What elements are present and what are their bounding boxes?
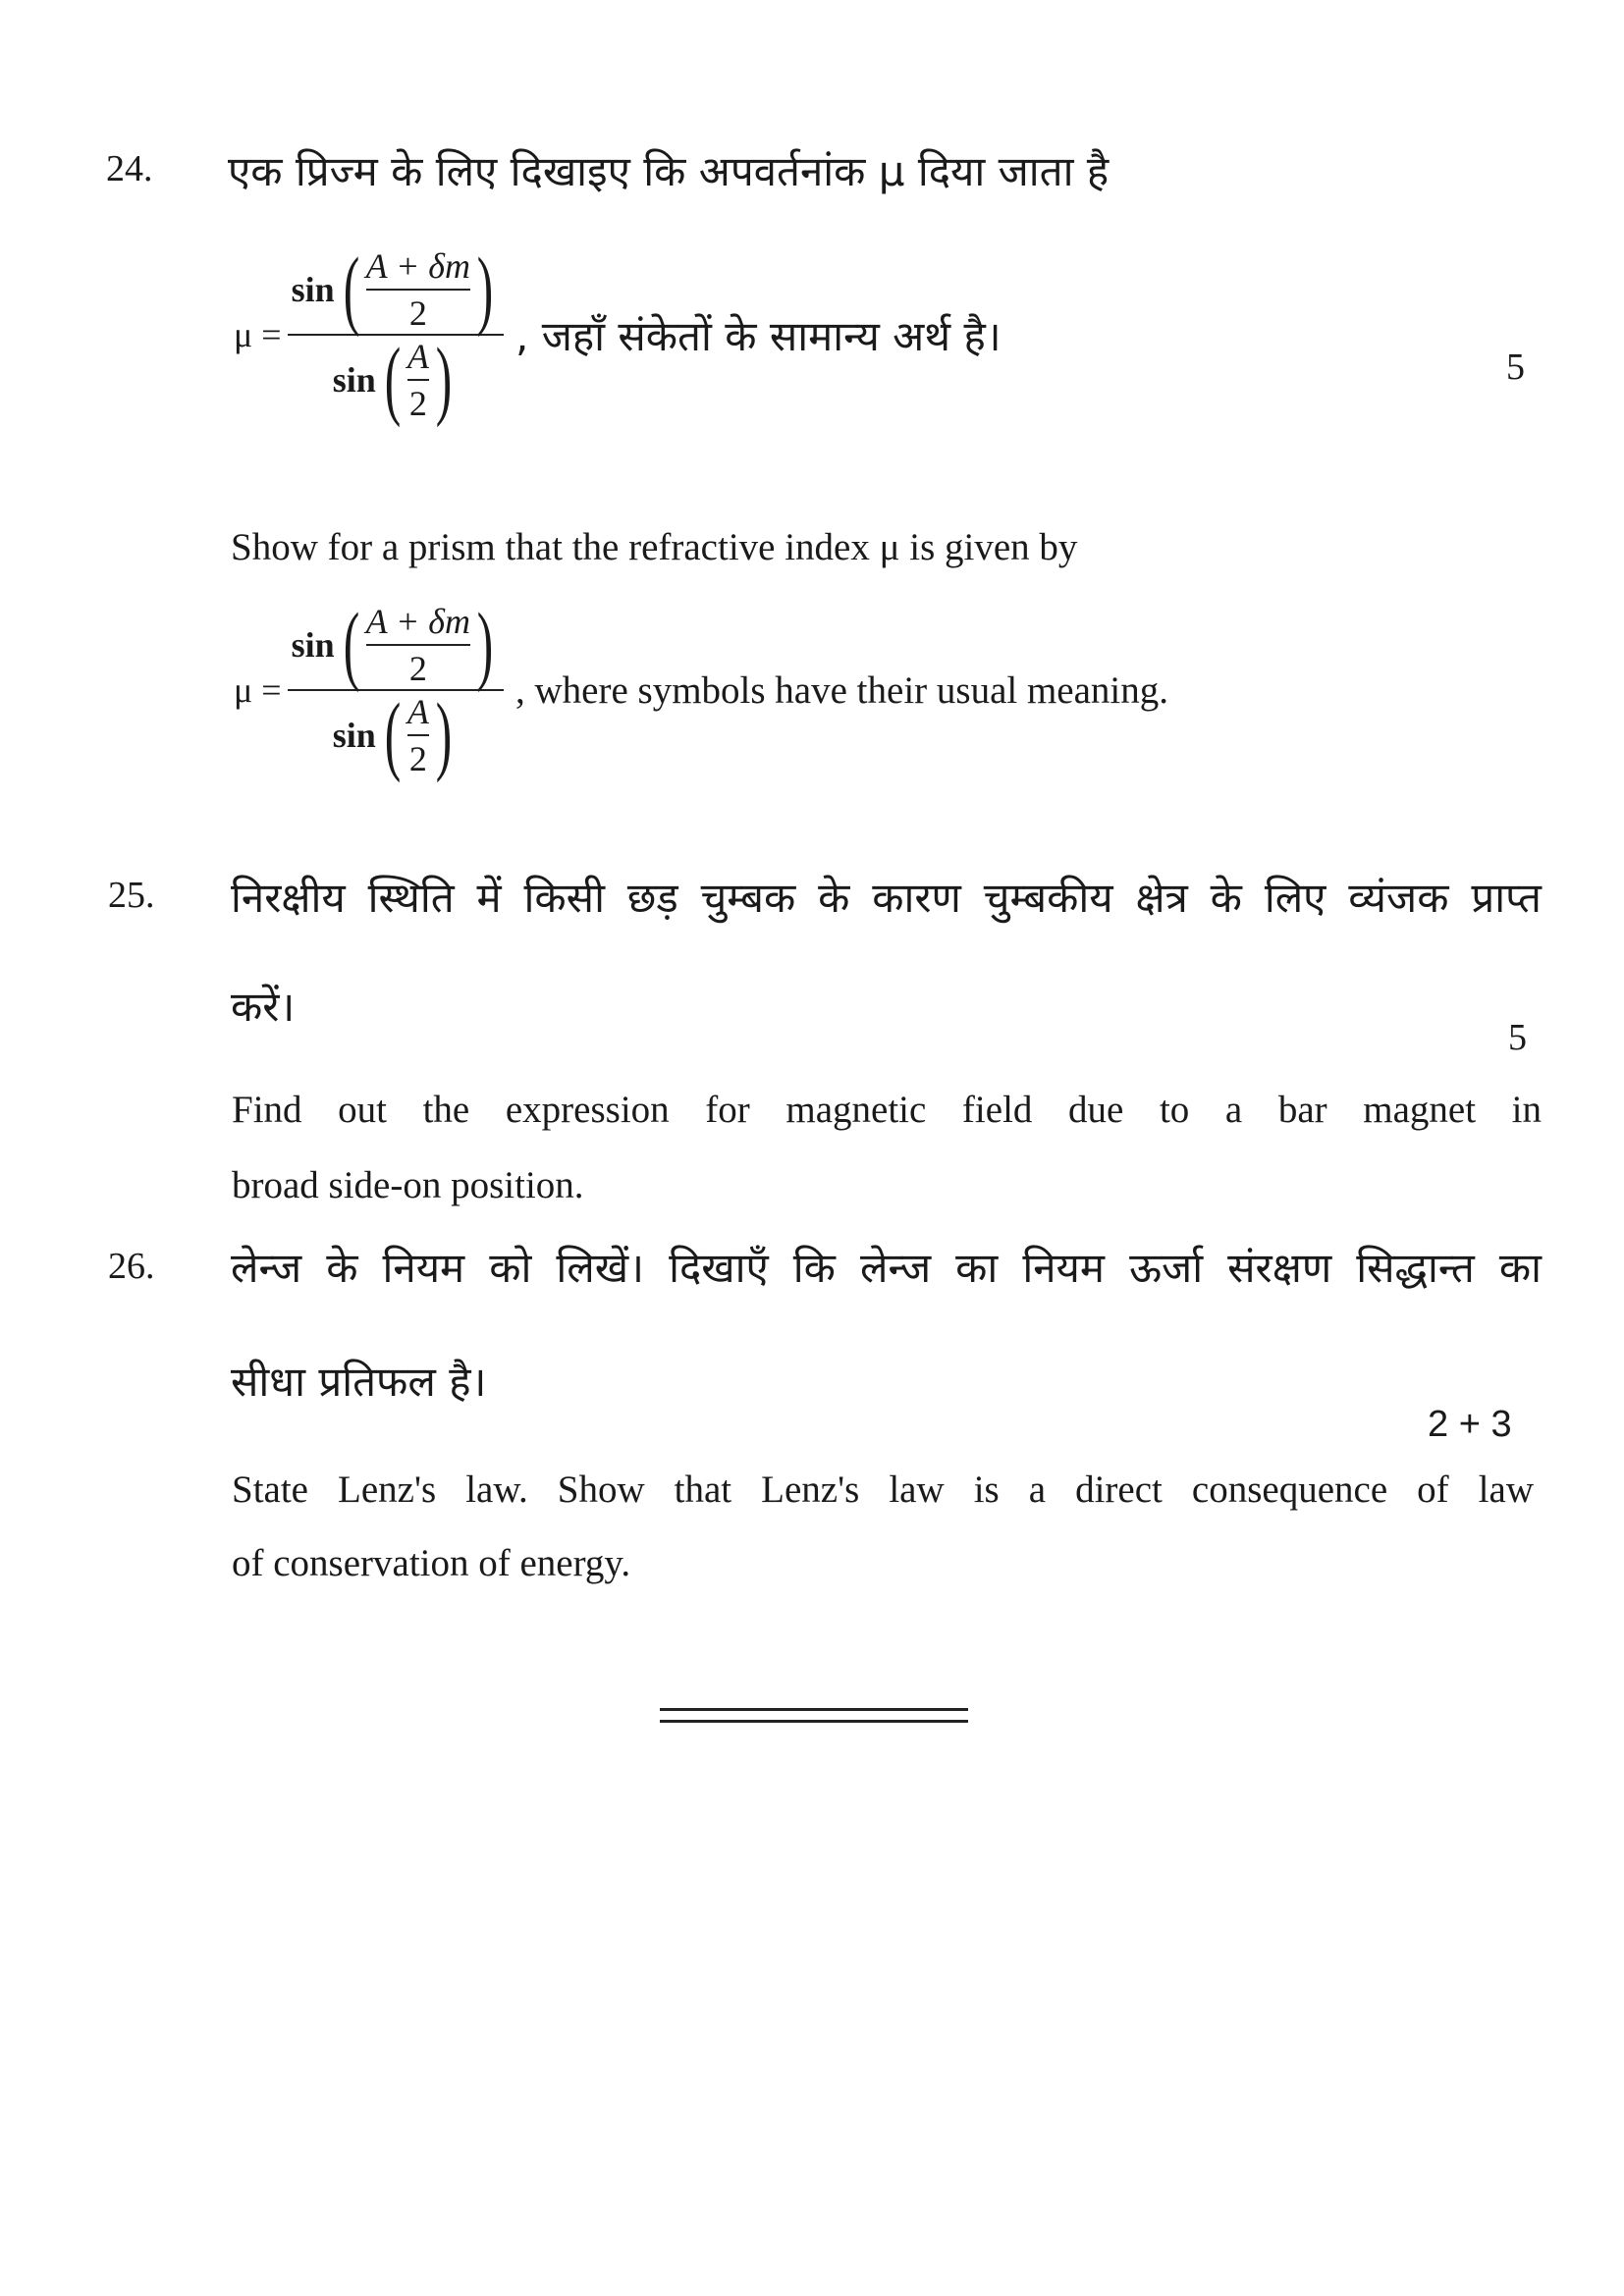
question-25-english-line1: Find out the expression for magnetic field due to a bar magnet in — [232, 1089, 1542, 1131]
question-25-english-line2: broad side-on position. — [232, 1164, 584, 1206]
formula-english-suffix: , where symbols have their usual meaning. — [515, 668, 1168, 712]
formula-lhs: μ = — [234, 670, 282, 710]
formula-hindi — [234, 240, 1001, 428]
den-bottom: 2 — [408, 384, 427, 423]
sin-label: sin — [332, 716, 376, 755]
question-number-24: 24. — [106, 148, 153, 189]
sin-label: sin — [332, 360, 376, 400]
end-rule-top — [660, 1708, 968, 1711]
num-top: A + δm — [365, 246, 471, 286]
marks-24-hindi: 5 — [1506, 347, 1525, 388]
question-26-hindi-line1: लेन्ज के नियम को लिखें। दिखाएँ कि लेन्ज का नियम ऊर्जा संरक्षण सिद्धान्त का — [231, 1244, 1542, 1292]
den-bottom: 2 — [408, 739, 427, 778]
question-24-hindi: एक प्रिज्म के लिए दिखाइए कि अपवर्तनांक μ दिया जाता है — [228, 147, 1110, 195]
num-bottom: 2 — [408, 294, 427, 333]
sin-label: sin — [291, 270, 335, 309]
den-top: A — [406, 337, 429, 376]
den-top: A — [406, 692, 429, 731]
marks-26: 2 + 3 — [1428, 1404, 1512, 1445]
sin-label: sin — [291, 625, 335, 665]
question-25-hindi-line1: निरक्षीय स्थिति में किसी छड़ चुम्बक के कारण चुम्बकीय क्षेत्र के लिए व्यंजक प्राप्त — [231, 874, 1542, 922]
end-rule-bottom — [660, 1720, 968, 1723]
question-26-hindi-line2: सीधा प्रतिफल है। — [231, 1358, 487, 1406]
formula-fraction: sin ( A + δm 2 ) sin ( A 2 ) — [288, 245, 504, 424]
question-number-25: 25. — [108, 875, 155, 916]
question-24-english: Show for a prism that the refractive index μ is given by — [231, 526, 1078, 568]
formula-english — [234, 596, 1168, 783]
marks-25: 5 — [1508, 1017, 1527, 1058]
num-top: A + δm — [365, 602, 471, 641]
question-26-english-line1: State Lenz's law. Show that Lenz's law is a direct consequence of law — [232, 1468, 1534, 1511]
num-bottom: 2 — [408, 649, 427, 688]
question-number-26: 26. — [108, 1246, 155, 1287]
formula-fraction: sin ( A + δm 2 ) sin ( A 2 ) — [288, 601, 504, 779]
formula-hindi-suffix: , जहाँ संकेतों के सामान्य अर्थ है। — [515, 311, 1001, 360]
question-25-hindi-line2: करें। — [231, 983, 296, 1031]
question-26-english-line2: of conservation of energy. — [232, 1542, 631, 1584]
formula-lhs: μ = — [234, 315, 282, 354]
